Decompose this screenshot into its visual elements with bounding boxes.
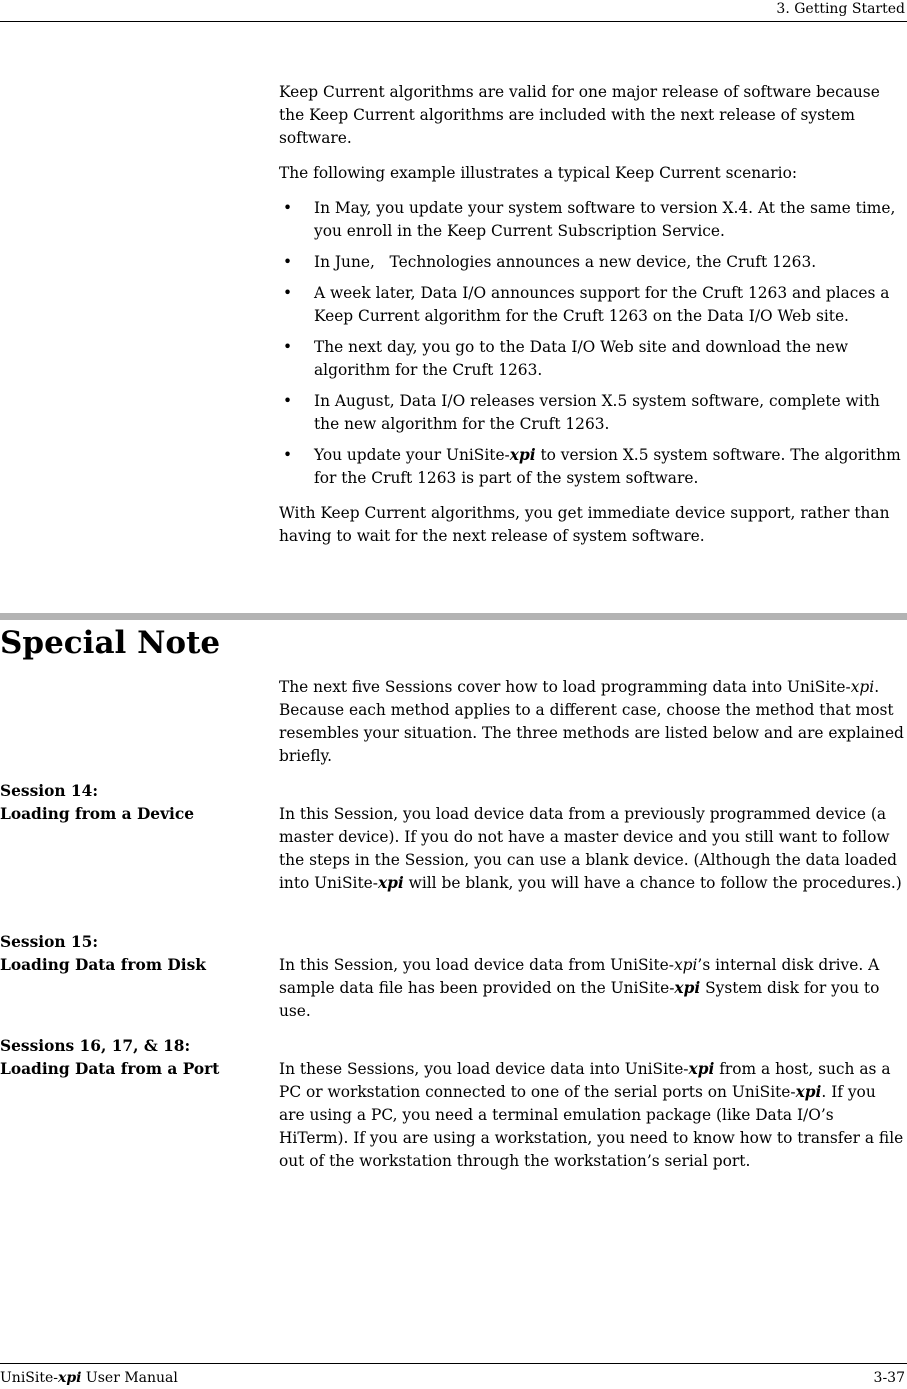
session-15-description bbox=[279, 954, 905, 1023]
text: In this Session, you load device data from a previously programmed device (a master device). If you do not have a master device and you still want to follow the steps in the Session, you can use a blank device. (Although the data loaded into UniSite- bbox=[279, 805, 898, 892]
list-item bbox=[279, 251, 905, 274]
text: from a host, such as a PC or workstation connected to one of the serial ports on UniSite- bbox=[279, 1060, 891, 1101]
product-name: xpi bbox=[850, 678, 875, 696]
session-16-description bbox=[279, 1058, 905, 1173]
product-name: xpi bbox=[509, 446, 536, 464]
footer-manual-title bbox=[0, 1368, 178, 1388]
section-title: Special Note bbox=[0, 625, 221, 661]
text: to version X.5 system software. The algorithm for the Cruft 1263 is part of the system software. bbox=[314, 446, 901, 487]
product-name: xpi bbox=[673, 956, 698, 974]
text: ’s internal disk drive. A sample data file has been provided on the UniSite- bbox=[279, 956, 880, 997]
text: You update your UniSite- bbox=[314, 446, 510, 464]
special-note-paragraph bbox=[279, 676, 905, 768]
session-title: Loading Data from a Port bbox=[0, 1060, 220, 1078]
list-item bbox=[279, 390, 905, 436]
list-item bbox=[279, 336, 905, 382]
text: User Manual bbox=[81, 1370, 178, 1386]
text: . Because each method applies to a different case, choose the method that most resembles your situation. The three methods are listed below and are explained briefly. bbox=[279, 678, 904, 765]
list-item bbox=[279, 197, 905, 243]
session-14-label bbox=[0, 780, 270, 826]
text: UniSite- bbox=[0, 1370, 59, 1386]
list-item bbox=[279, 444, 905, 490]
product-name: xpi bbox=[377, 874, 404, 892]
scenario-list bbox=[279, 197, 905, 490]
header-rule bbox=[0, 21, 907, 22]
list-item-text: In August, Data I/O releases version X.5 system software, complete with the new algorithm for the Cruft 1263. bbox=[314, 392, 880, 433]
paragraph: Keep Current algorithms are valid for one major release of software because the Keep Current algorithms are included with the next release of system software. bbox=[279, 83, 880, 147]
bullet-icon: • bbox=[283, 253, 293, 271]
session-15-label bbox=[0, 931, 270, 977]
list-item bbox=[279, 282, 905, 328]
product-name: xpi bbox=[688, 1060, 715, 1078]
intro-section bbox=[279, 81, 905, 560]
product-name: xpi bbox=[795, 1083, 822, 1101]
session-number: Sessions 16, 17, & 18: bbox=[0, 1037, 191, 1055]
running-header: 3. Getting Started bbox=[776, 1, 905, 17]
session-14-description bbox=[279, 803, 905, 895]
list-item-text: The next day, you go to the Data I/O Web site and download the new algorithm for the Cruft 1263. bbox=[314, 338, 849, 379]
product-name: xpi bbox=[58, 1370, 82, 1386]
text: . If you are using a PC, you need a terminal emulation package (like Data I/O’s HiTerm). If you are using a workstation, you need to know how to transfer a file out of the workstation through the workstation’s serial port. bbox=[279, 1083, 904, 1170]
session-number: Session 14: bbox=[0, 782, 98, 800]
bullet-icon: • bbox=[283, 284, 293, 302]
bullet-icon: • bbox=[283, 338, 293, 356]
text: In this Session, you load device data from UniSite- bbox=[279, 956, 674, 974]
section-divider bbox=[0, 613, 907, 620]
list-item-text: In June, Technologies announces a new device, the Cruft 1263. bbox=[314, 253, 817, 271]
session-title: Loading from a Device bbox=[0, 805, 195, 823]
page-number: 3-37 bbox=[873, 1370, 905, 1386]
footer-rule bbox=[0, 1363, 907, 1364]
product-name: xpi bbox=[674, 979, 701, 997]
session-16-label bbox=[0, 1035, 270, 1081]
text: In these Sessions, you load device data into UniSite- bbox=[279, 1060, 689, 1078]
paragraph: The following example illustrates a typical Keep Current scenario: bbox=[279, 164, 798, 182]
session-number: Session 15: bbox=[0, 933, 98, 951]
list-item-text: A week later, Data I/O announces support for the Cruft 1263 and places a Keep Current algorithm for the Cruft 1263 on the Data I/O Web site. bbox=[314, 284, 890, 325]
text: will be blank, you will have a chance to follow the procedures.) bbox=[403, 874, 902, 892]
text: System disk for you to use. bbox=[279, 979, 880, 1020]
bullet-icon: • bbox=[283, 446, 293, 464]
paragraph: With Keep Current algorithms, you get immediate device support, rather than having to wait for the next release of system software. bbox=[279, 504, 890, 545]
list-item-text: In May, you update your system software to version X.4. At the same time, you enroll in the Keep Current Subscription Service. bbox=[314, 199, 896, 240]
bullet-icon: • bbox=[283, 199, 293, 217]
text: The next five Sessions cover how to load programming data into UniSite- bbox=[279, 678, 851, 696]
session-title: Loading Data from Disk bbox=[0, 956, 206, 974]
bullet-icon: • bbox=[283, 392, 293, 410]
